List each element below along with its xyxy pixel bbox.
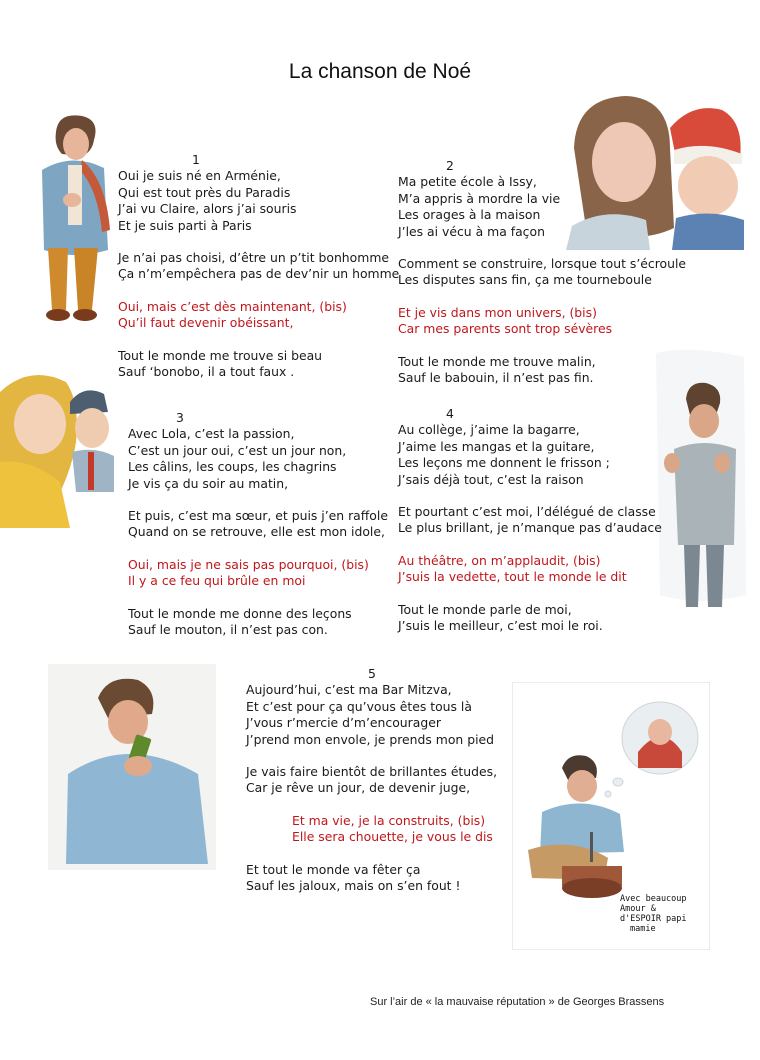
lyric-line: Tout le monde me donne des leçons (128, 605, 352, 621)
verse-4 (398, 406, 662, 634)
dedication-line-2: Amour & (620, 904, 656, 914)
lyric-line: J’les ai vécu à ma façon (398, 223, 545, 239)
lyric-line: Je vis ça du soir au matin, (128, 475, 289, 491)
stanza-gap (398, 240, 686, 256)
lyric-line: Et tout le monde va fêter ça (246, 861, 421, 877)
verse-3 (128, 410, 388, 638)
verse-number: 1 (192, 152, 200, 167)
verse-number: 2 (446, 158, 454, 173)
lyric-line: C’est un jour oui, c’est un jour non, (128, 442, 347, 458)
refrain-line: Car mes parents sont trop sévères (398, 321, 613, 337)
stanza-gap (246, 748, 497, 764)
lyric-line: Tout le monde parle de moi, (398, 601, 572, 617)
refrain-line: Et je vis dans mon univers, (bis) (398, 304, 597, 320)
lyric-line: Je n’ai pas choisi, d’être un p’tit bonhomme (118, 250, 390, 266)
stanza-gap (398, 338, 686, 354)
stanza-gap (398, 586, 662, 602)
lyric-line: Ça n’m’empêchera pas de dev’nir un homme (118, 266, 400, 282)
lyric-line: Sauf les jaloux, mais on s’en fout ! (246, 878, 461, 894)
refrain-line: Elle sera chouette, je vous le dis (292, 829, 493, 845)
stanza-gap (398, 289, 686, 305)
page-title: La chanson de Noé (288, 60, 472, 83)
lyric-line: Les câlins, les coups, les chagrins (128, 459, 337, 475)
lyric-line: Et c’est pour ça qu’vous êtes tous là (246, 698, 472, 714)
lyric-line: Au collège, j’aime la bagarre, (398, 422, 580, 438)
lyric-line: J’ai vu Claire, alors j’ai souris (118, 201, 297, 217)
stanza-gap (246, 846, 497, 862)
lyric-line: J’aime les mangas et la guitare, (398, 438, 595, 454)
lyric-line: Et puis, c’est ma sœur, et puis j’en raffole (128, 508, 388, 524)
verse-number: 3 (176, 410, 184, 425)
stanza-gap (118, 234, 399, 250)
lyric-line: Ma petite école à Issy, (398, 174, 537, 190)
lyric-line: Les orages à la maison (398, 207, 541, 223)
stanza-gap (398, 537, 662, 553)
lyric-line: Oui je suis né en Arménie, (118, 168, 281, 184)
refrain-line: Oui, mais je ne sais pas pourquoi, (bis) (128, 556, 369, 572)
lyric-line: Tout le monde me trouve malin, (398, 353, 596, 369)
illustration-boy-standing (22, 110, 122, 325)
lyric-line: M’a appris à mordre la vie (398, 190, 561, 206)
stanza-gap (246, 797, 497, 813)
stanza-gap (128, 541, 388, 557)
verse-number: 5 (368, 666, 376, 681)
lyric-line: J’suis le meilleur, c’est moi le roi. (398, 618, 603, 634)
lyric-line: Les leçons me donnent le frisson ; (398, 455, 610, 471)
lyric-line: J’prend mon envole, je prends mon pied (246, 731, 494, 747)
dedication-line-4: mamie (630, 924, 656, 934)
lyric-line: Sauf le babouin, il n’est pas fin. (398, 370, 594, 386)
refrain-line: Il y a ce feu qui brûle en moi (128, 573, 306, 589)
lyric-line: J’sais déjà tout, c’est la raison (398, 471, 584, 487)
stanza-gap (118, 283, 399, 299)
lyric-line: Qui est tout près du Paradis (118, 184, 291, 200)
lyric-line: Avec Lola, c’est la passion, (128, 426, 295, 442)
lyric-line: Et pourtant c’est moi, l’délégué de classe (398, 504, 656, 520)
illustration-boy-with-phone (48, 664, 216, 870)
lyric-line: Tout le monde me trouve si beau (118, 347, 323, 363)
lyric-line: Le plus brillant, je n’manque pas d’audace (398, 520, 662, 536)
lyric-line: Et je suis parti à Paris (118, 217, 252, 233)
stanza-gap (128, 590, 388, 606)
lyric-line: Aujourd’hui, c’est ma Bar Mitzva, (246, 682, 452, 698)
lyric-line: Sauf le mouton, il n’est pas con. (128, 622, 328, 638)
lyric-line: Sauf ‘bonobo, il a tout faux . (118, 364, 295, 380)
verse-2 (398, 158, 686, 386)
dedication (620, 894, 687, 934)
footer-credit: Sur l’air de « la mauvaise réputation » de Georges Brassens (370, 996, 665, 1008)
refrain-line: Au théâtre, on m’applaudit, (bis) (398, 552, 601, 568)
verse-5 (246, 666, 497, 894)
lyric-line: Car je rêve un jour, de devenir juge, (246, 780, 471, 796)
lyric-line: Les disputes sans fin, ça me tourneboule (398, 272, 652, 288)
refrain-line: Et ma vie, je la construits, (bis) (292, 812, 486, 828)
verse-number: 4 (446, 406, 454, 421)
illustration-lola-and-boy (0, 362, 122, 528)
verse-1 (118, 152, 399, 380)
stanza-gap (128, 492, 388, 508)
lyric-line: Quand on se retrouve, elle est mon idole, (128, 524, 385, 540)
refrain-line: Qu’il faut devenir obéissant, (118, 315, 294, 331)
dedication-line-1: Avec beaucoup (620, 894, 687, 904)
dedication-line-3: d'ESPOIR papi (620, 914, 687, 924)
lyric-line: Je vais faire bientôt de brillantes études, (246, 764, 498, 780)
refrain-line: J’suis la vedette, tout le monde le dit (398, 569, 627, 585)
refrain-line: Oui, mais c’est dès maintenant, (bis) (118, 298, 347, 314)
stanza-gap (118, 332, 399, 348)
stanza-gap (398, 488, 662, 504)
lyric-line: Comment se construire, lorsque tout s’écroule (398, 256, 687, 272)
lyric-line: J’vous r’mercie d’m’encourager (246, 715, 441, 731)
